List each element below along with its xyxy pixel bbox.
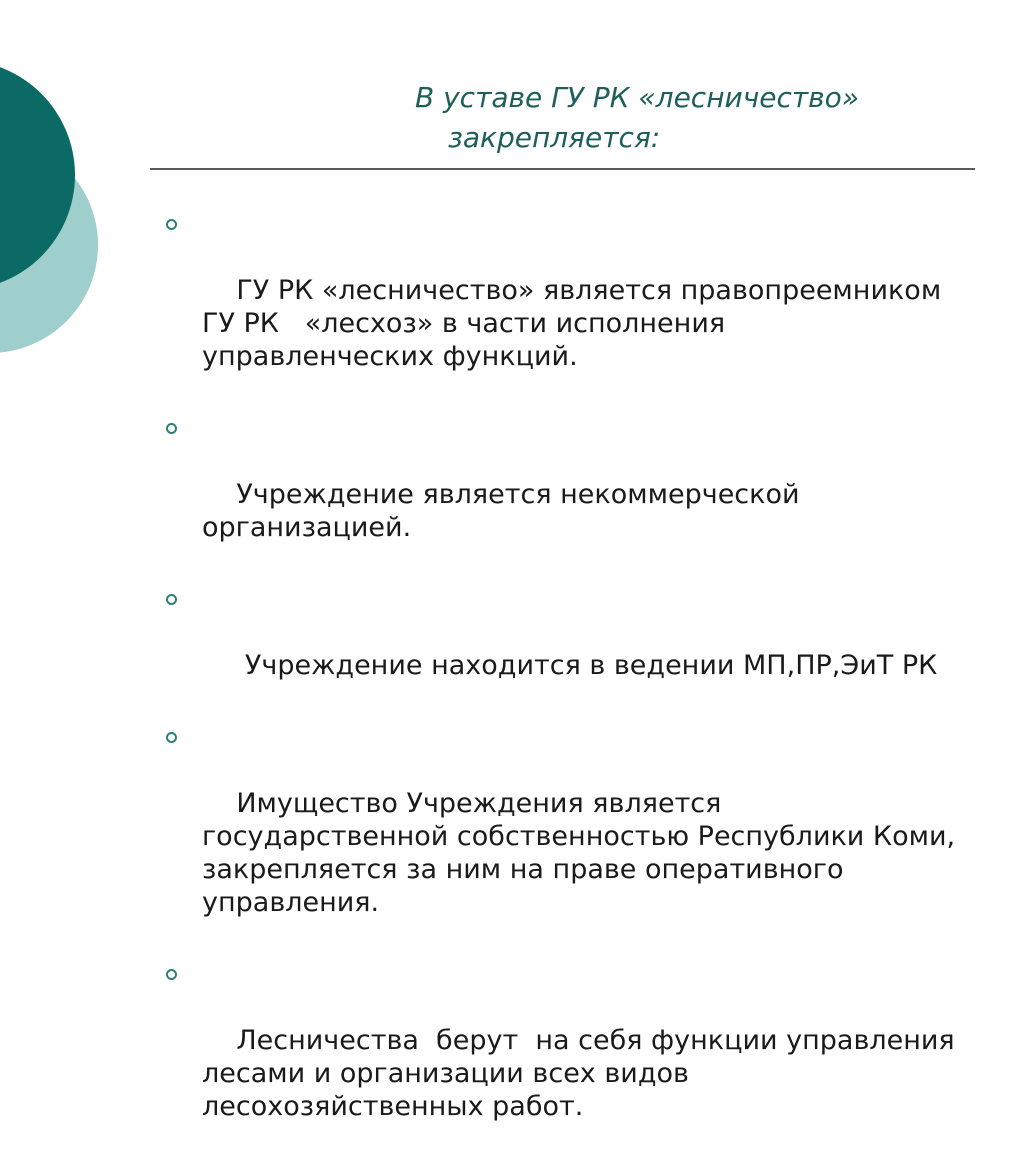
circle-bullet-icon [166,594,177,605]
circle-bullet-icon [166,732,177,743]
circle-bullet-icon [166,423,177,434]
bullet-text: Учреждение является некоммерческой организацией. [202,479,809,543]
bullet-item [160,721,964,952]
bullet-list [160,208,964,1162]
circle-bullet-icon [166,219,177,230]
title-line-1: В уставе ГУ РК «лесничество» [415,81,860,114]
slide-title [380,78,980,158]
bullet-text: Лесничества берут на себя функции управления лесами и организации всех видов лесохозяйственных работ. [202,1025,964,1122]
bullet-text: ГУ РК «лесничество» является правопреемником ГУ РК «лесхоз» в части исполнения управленческих функций. [202,275,950,372]
bullet-item [160,412,960,577]
bullet-text: Учреждение находится в ведении МП,ПР,ЭиТ РК [236,650,938,681]
title-line-2: закрепляется: [448,121,661,154]
bullet-text: Имущество Учреждения является государственной собственностью Республики Коми, закрепляется за ним на праве оперативного управления. [202,788,964,918]
title-divider [150,168,975,170]
bullet-item [160,208,960,406]
bullet-item [160,958,964,1156]
circle-bullet-icon [166,969,177,980]
bullet-item [160,583,960,715]
